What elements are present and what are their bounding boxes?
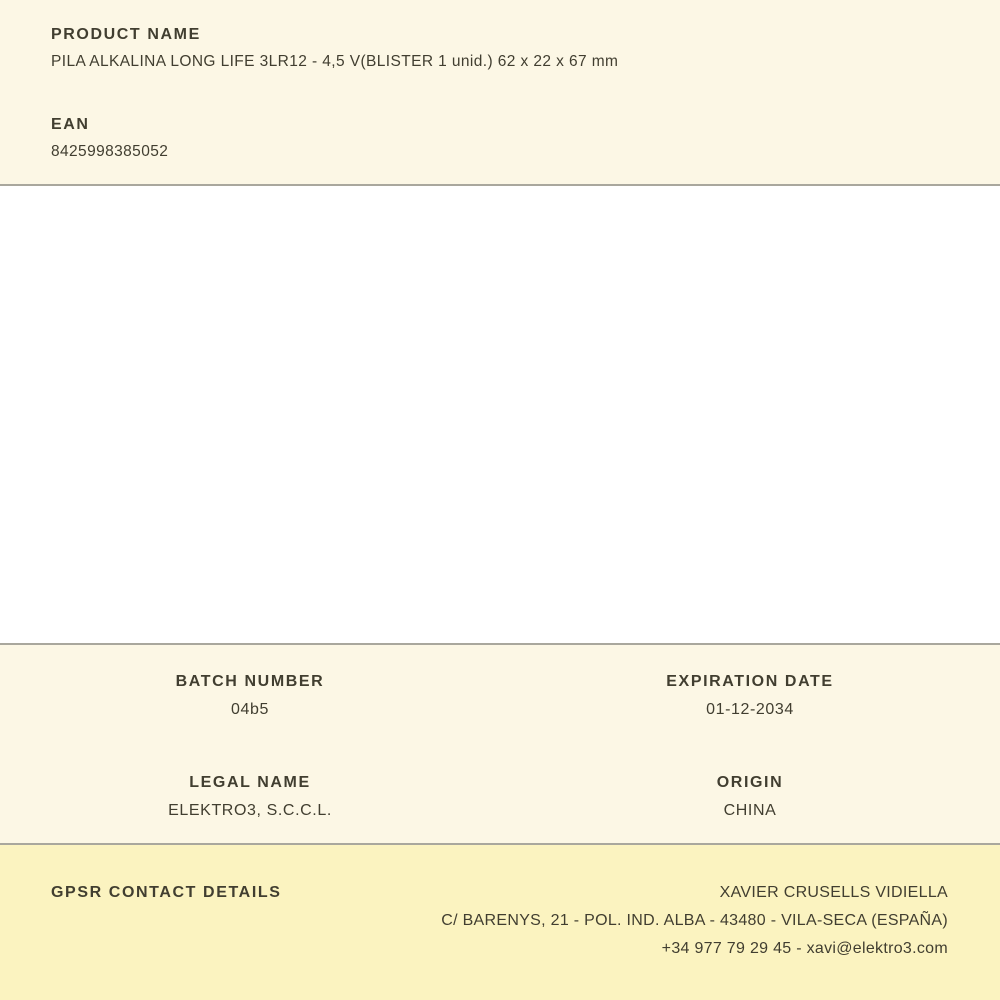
batch-number-label: BATCH NUMBER <box>175 673 325 690</box>
ean-field <box>51 116 950 161</box>
origin-field <box>500 774 1000 843</box>
contact-phone-email: +34 977 79 29 45 - xavi@elektro3.com <box>661 940 948 957</box>
product-image-placeholder <box>0 186 1000 643</box>
product-name-label: PRODUCT NAME <box>51 26 201 43</box>
product-name-value: PILA ALKALINA LONG LIFE 3LR12 - 4,5 V(BLISTER 1 unid.) 62 x 22 x 67 mm <box>51 53 619 70</box>
origin-label: ORIGIN <box>716 774 784 791</box>
batch-number-field <box>0 673 500 742</box>
product-details-grid <box>0 645 1000 843</box>
contact-address: C/ BARENYS, 21 - POL. IND. ALBA - 43480 - VILA-SECA (ESPAÑA) <box>441 912 948 929</box>
ean-label: EAN <box>51 116 90 133</box>
origin-value: CHINA <box>723 802 777 819</box>
batch-number-value: 04b5 <box>231 701 269 718</box>
legal-name-field <box>0 774 500 843</box>
expiration-date-label: EXPIRATION DATE <box>666 673 834 690</box>
gpsr-contact-lines <box>441 879 948 963</box>
ean-value: 8425998385052 <box>51 143 169 160</box>
expiration-date-field <box>500 673 1000 742</box>
gpsr-contact-label: GPSR CONTACT DETAILS <box>51 884 282 901</box>
expiration-date-value: 01-12-2034 <box>706 701 794 718</box>
legal-name-value: ELEKTRO3, S.C.C.L. <box>168 802 332 819</box>
gpsr-contact-section <box>0 845 1000 1000</box>
legal-name-label: LEGAL NAME <box>189 774 311 791</box>
product-name-field <box>51 26 950 71</box>
product-header <box>0 0 1000 184</box>
contact-person-name: XAVIER CRUSELLS VIDIELLA <box>719 884 948 901</box>
